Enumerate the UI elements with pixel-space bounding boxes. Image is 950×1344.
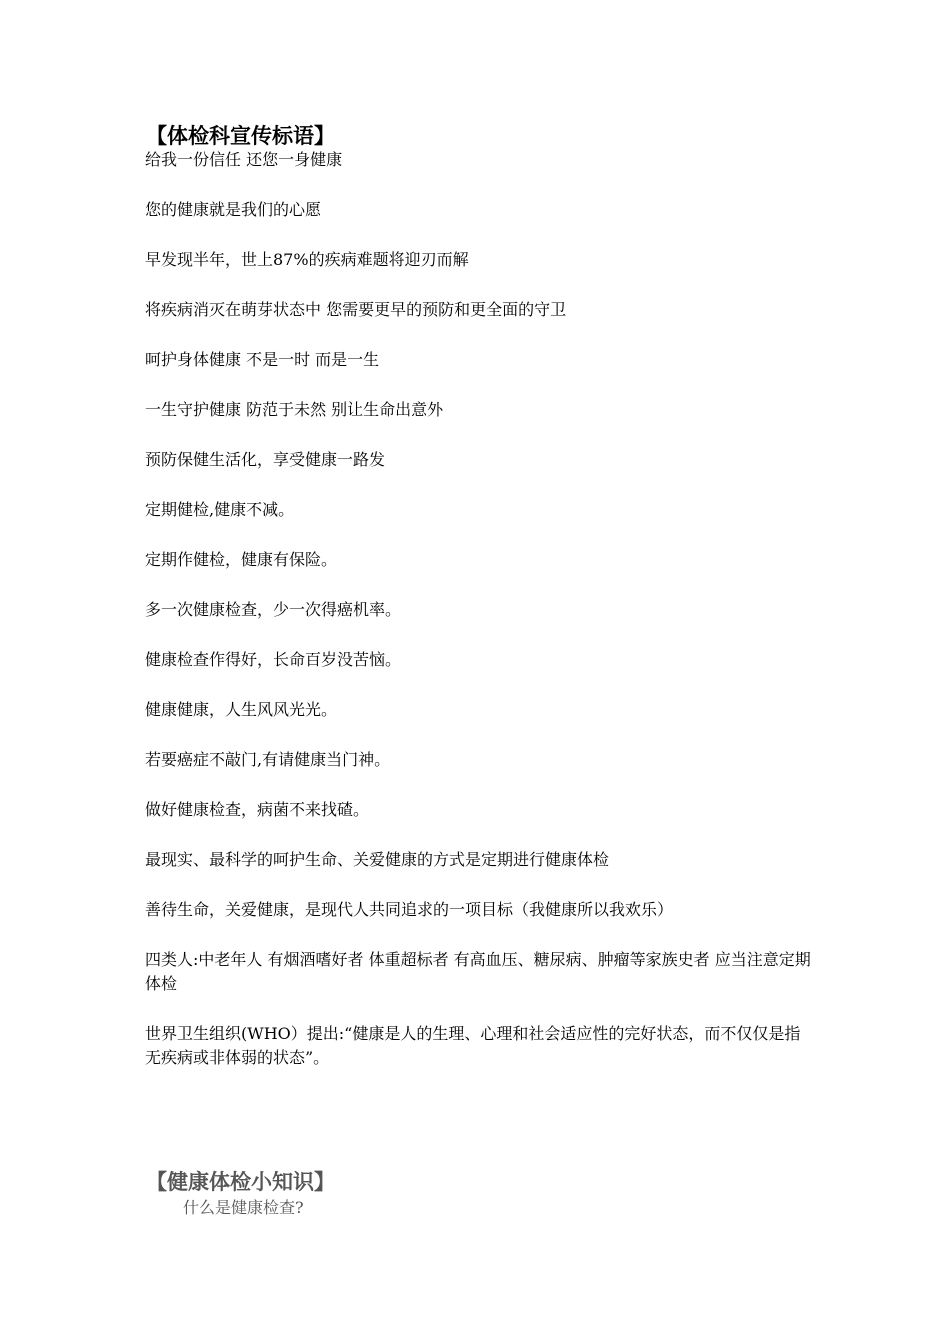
- slogan-item: 若要癌症不敲门,有请健康当门神。: [145, 750, 391, 769]
- slogan-item: 定期作健检，健康有保险。: [145, 550, 338, 569]
- slogan-item: 早发现半年，世上87%的疾病难题将迎刃而解: [145, 250, 469, 269]
- slogan-item: 您的健康就是我们的心愿: [145, 200, 322, 219]
- section-title-promo-slogans: 【体检科宣传标语】: [146, 124, 335, 148]
- slogan-item: 善待生命，关爱健康，是现代人共同追求的一项目标（我健康所以我欢乐）: [145, 900, 674, 919]
- slogan-item: 最现实、最科学的呵护生命、关爱健康的方式是定期进行健康体检: [145, 850, 610, 869]
- question-heading: 什么是健康检查?: [183, 1198, 304, 1217]
- section-title-health-checkup-tips: 【健康体检小知识】: [146, 1170, 335, 1194]
- slogan-item: 多一次健康检查，少一次得癌机率。: [145, 600, 402, 619]
- slogan-item: 健康健康，人生风风光光。: [145, 700, 338, 719]
- slogan-item: 给我一份信任 还您一身健康: [145, 150, 343, 169]
- slogan-item: 一生守护健康 防范于未然 别让生命出意外: [145, 400, 444, 419]
- slogan-item: 预防保健生活化，享受健康一路发: [145, 450, 386, 469]
- slogan-item: 定期健检,健康不减。: [145, 500, 295, 519]
- slogan-item: 做好健康检查，病菌不来找碴。: [145, 800, 370, 819]
- slogan-item: 呵护身体健康 不是一时 而是一生: [145, 350, 380, 369]
- slogan-item: 健康检查作得好，长命百岁没苦恼。: [145, 650, 402, 669]
- slogan-item: 世界卫生组织(WHO）提出:“健康是人的生理、心理和社会适应性的完好状态，而不仅仅是指无疾病或非体弱的状态”。: [145, 1024, 801, 1067]
- slogan-list: [145, 148, 815, 1096]
- slogan-item: 将疾病消灭在萌芽状态中 您需要更早的预防和更全面的守卫: [145, 300, 567, 319]
- slogan-item: 四类人:中老年人 有烟酒嗜好者 体重超标者 有高血压、糖尿病、肿瘤等家族史者 应当注意定期体检: [145, 950, 811, 993]
